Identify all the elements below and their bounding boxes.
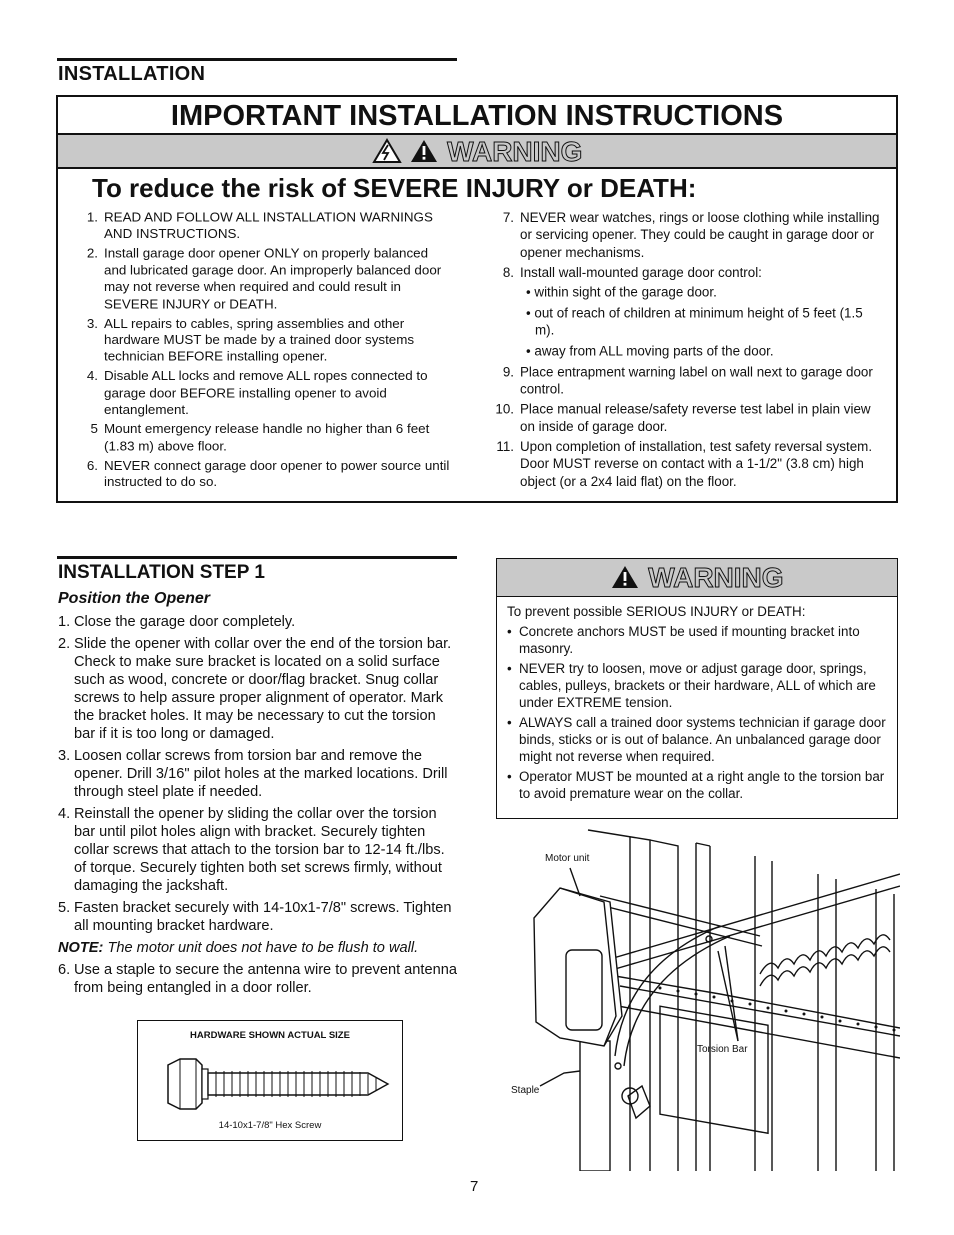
instruction-text: • away from ALL moving parts of the door. (526, 343, 774, 359)
warning-label: WARNING (447, 136, 583, 167)
instruction-text: Place manual release/safety reverse test label in plain view on inside of garage door. (520, 401, 871, 434)
right-instructions (488, 209, 880, 493)
step-item (58, 613, 458, 631)
step-text: Use a staple to secure the antenna wire to prevent antenna from being entangled in a door roller. (74, 962, 457, 996)
warning-bullet (507, 714, 887, 765)
step-list (58, 613, 458, 1001)
step-text: Close the garage door completely. (74, 614, 296, 630)
instruction-item (488, 209, 880, 261)
instruction-item (72, 368, 450, 418)
warning-banner (58, 135, 896, 169)
warning-body (497, 597, 897, 802)
step-title: INSTALLATION STEP 1 (58, 562, 265, 583)
step-number: 1. (58, 614, 71, 630)
step-text: Loosen collar screws from torsion bar and remove the opener. Drill 3/16" pilot holes at the marked locations. Drill through steel plate if needed. (74, 748, 448, 800)
instruction-text: ALL repairs to cables, spring assemblies and other hardware MUST be made by a trained door systems technician BEFORE installing opener. (104, 315, 415, 364)
section-rule (57, 58, 457, 61)
left-instructions (72, 209, 450, 493)
page-number: 7 (470, 1178, 479, 1195)
step-number: 2. (58, 636, 71, 652)
step-subtitle: Position the Opener (58, 590, 211, 607)
instruction-text: • out of reach of children at minimum height of 5 feet (1.5 m). (526, 305, 863, 338)
instruction-number: 6. (86, 457, 98, 473)
instruction-item (488, 401, 880, 436)
warning-bullet (507, 623, 887, 657)
bullet-text: NEVER try to loosen, move or adjust garage door, springs, cables, pulleys, brackets or their hardware, ALL of which are under EXTREME tension. (519, 661, 876, 710)
motor-unit-label: Motor unit (545, 853, 590, 864)
instruction-text: Place entrapment warning label on wall next to garage door control. (520, 364, 873, 397)
hardware-caption: 14-10x1-7/8" Hex Screw (218, 1120, 322, 1131)
bullet-dot: • (507, 769, 512, 784)
instruction-text: Install garage door opener ONLY on properly balanced and lubricated garage door. An improperly balanced door may not reverse when required and could result in SEVERE INJURY or DEATH. (104, 246, 442, 312)
step-item (58, 747, 458, 801)
instruction-text: • within sight of the garage door. (526, 284, 717, 300)
instruction-item (488, 363, 880, 398)
hardware-title: HARDWARE SHOWN ACTUAL SIZE (190, 1030, 350, 1041)
instruction-text: Mount emergency release handle no higher than 6 feet (1.83 m) above floor. (104, 421, 430, 454)
step-text: Reinstall the opener by sliding the collar over the torsion bar until pilot holes align with bracket. Securely tighten collar screws that attach to the torsion bar to 12-14 ft./lbs. of torque. Securely tighten both set screws firmly, without damaging the jackshaft. (74, 806, 445, 894)
instruction-item (72, 209, 450, 243)
step-number: 3. (58, 748, 71, 764)
instruction-number: 1. (86, 209, 98, 225)
instruction-number: 7. (502, 209, 514, 225)
step-number: 5. (58, 900, 71, 916)
step-item (58, 899, 458, 935)
shock-hazard-icon (372, 138, 402, 164)
instruction-item (488, 284, 880, 301)
note-text: The motor unit does not have to be flush to wall. (107, 940, 419, 956)
instruction-item (488, 304, 880, 339)
step-number: 4. (58, 806, 71, 822)
instruction-item (72, 421, 450, 455)
instruction-number: 5 (90, 421, 98, 437)
step-item (58, 805, 458, 895)
instruction-item (488, 264, 880, 281)
step-text: Slide the opener with collar over the end of the torsion bar. Check to make sure bracket is located on a solid surface such as wood, concrete or door/flag bracket. Snug collar screws to help assure proper alignment of operator. Mark the bracket holes. It may be necessary to cut the torsion bar if it is too long or damaged. (74, 636, 452, 742)
instruction-item (72, 457, 450, 491)
instruction-number: 8. (502, 264, 514, 280)
step-item (58, 961, 458, 997)
warning-label: WARNING (648, 562, 784, 593)
instruction-text: READ AND FOLLOW ALL INSTALLATION WARNINGS AND INSTRUCTIONS. (104, 209, 433, 242)
torsion-bar-label: Torsion Bar (697, 1044, 748, 1055)
bullet-text: Concrete anchors MUST be used if mounting bracket into masonry. (519, 624, 860, 656)
instruction-number: 4. (86, 368, 98, 384)
warning-intro: To prevent possible SERIOUS INJURY or DEATH: (507, 604, 806, 619)
instruction-text: Install wall-mounted garage door control: (520, 264, 762, 280)
instruction-text: NEVER connect garage door opener to power source until instructed to do so. (104, 457, 450, 490)
bullet-dot: • (507, 624, 512, 639)
staple-label: Staple (511, 1085, 540, 1096)
bullet-text: Operator MUST be mounted at a right angle to the torsion bar to avoid premature wear on the collar. (519, 769, 885, 801)
instruction-text: Upon completion of installation, test safety reversal system. Door MUST reverse on contact with a 1-1/2" (3.8 cm) high object (or a 2x4 laid flat) on the floor. (520, 438, 873, 489)
note-label: NOTE: (58, 940, 104, 956)
risk-heading: To reduce the risk of SEVERE INJURY or DEATH: (92, 173, 697, 203)
warning-triangle-icon (409, 138, 439, 164)
step-text: Fasten bracket securely with 14-10x1-7/8" screws. Tighten all mounting bracket hardware. (74, 900, 452, 934)
step-item (58, 635, 458, 743)
warning-box (496, 558, 898, 819)
step-number: 6. (58, 962, 71, 978)
warning-bullet (507, 660, 887, 711)
section-title: INSTALLATION (58, 63, 206, 85)
step-rule (57, 556, 457, 559)
instruction-text: Disable ALL locks and remove ALL ropes connected to garage door BEFORE installing opener to avoid entanglement. (104, 368, 428, 417)
warning-bullet (507, 768, 887, 802)
instruction-number: 2. (86, 246, 98, 261)
warning-header (497, 559, 897, 597)
instruction-number: 11. (496, 438, 514, 454)
installation-diagram (500, 826, 900, 1171)
warning-bullets (507, 623, 887, 802)
step-note (58, 939, 458, 957)
instruction-item (72, 245, 450, 312)
bullet-text: ALWAYS call a trained door systems technician if garage door binds, sticks or is out of balance. An unbalanced garage door might not reverse when required. (519, 715, 886, 764)
important-instructions-box (56, 95, 898, 503)
instruction-text: NEVER wear watches, rings or loose clothing while installing or servicing opener. They could be caught in garage door or opener mechanisms. (520, 209, 880, 260)
important-title: IMPORTANT INSTALLATION INSTRUCTIONS (58, 97, 896, 135)
instruction-item (488, 343, 880, 360)
hardware-box (137, 1020, 403, 1141)
instruction-item (488, 438, 880, 490)
instruction-number: 10. (495, 401, 514, 417)
warning-triangle-icon (610, 564, 640, 590)
instruction-number: 3. (86, 315, 98, 331)
instruction-item (72, 315, 450, 365)
bullet-dot: • (507, 715, 512, 730)
bullet-dot: • (507, 661, 512, 676)
instruction-number: 9. (502, 364, 514, 380)
